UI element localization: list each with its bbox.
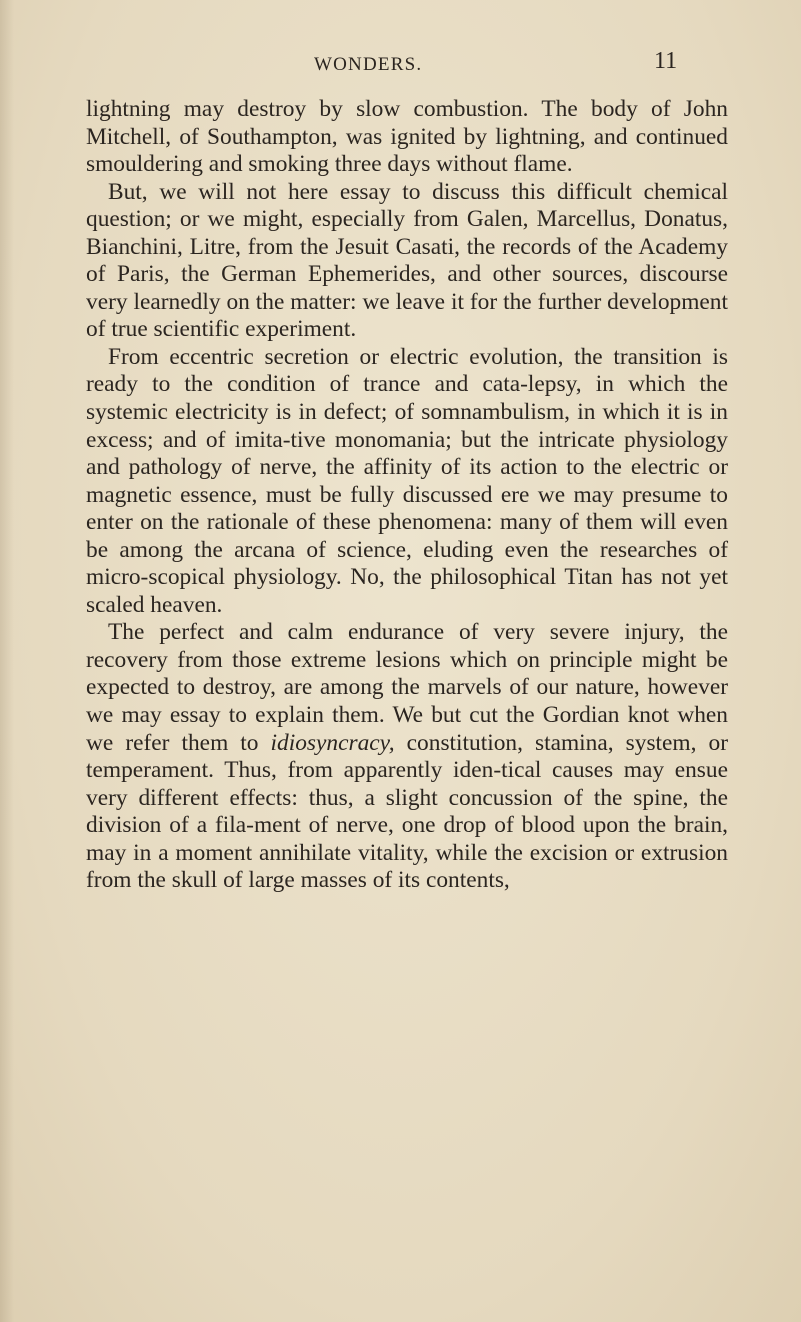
paragraph-4-text-before: The perfect and calm endurance of very severe injury, the recovery from those extreme lesions which on principle might be expected to destroy, are among the marvels of our nature, however we may essay to explain them. We but cut the Gordian knot when we refer them to [86, 619, 728, 756]
paragraph-1: lightning may destroy by slow combustion. The body of John Mitchell, of Southampton, was ignited by lightning, and continued smouldering and smoking three days without flame. [86, 96, 728, 178]
italic-term: idiosyncracy, [270, 729, 395, 756]
page-number: 11 [654, 48, 678, 74]
binding-shadow [0, 0, 14, 1322]
paragraph-2: But, we will not here essay to discuss this difficult chemical question; or we might, especially from Galen, Marcellus, Donatus, Bianchini, Litre, from the Jesuit Casati, the records of the Academy of Paris, the German Ephemerides, and other sources, discourse very learnedly on the matter: we leave it for the further development of true scientific experiment. [86, 178, 728, 343]
running-head [0, 48, 801, 84]
body-text [86, 96, 728, 895]
paragraph-3: From eccentric secretion or electric evolution, the transition is ready to the condition of trance and cata-lepsy, in which the systemic electricity is in defect; of somnambulism, in which it is in excess; and of imita-tive monomania; but the intricate physiology and pathology of nerve, the affinity of its action to the electric or magnetic essence, must be fully discussed ere we may presume to enter on the rationale of these phenomena: many of them will even be among the arcana of science, eluding even the researches of micro-scopical physiology. No, the philosophical Titan has not yet scaled heaven. [86, 343, 728, 618]
paragraph-4 [86, 619, 728, 894]
running-title: WONDERS. [314, 54, 423, 75]
paragraph-4-text-after: constitution, stamina, system, or temperament. Thus, from apparently iden-tical causes may ensue very different effects: thus, a slight concussion of the spine, the division of a fila-ment of nerve, one drop of blood upon the brain, may in a moment annihilate vitality, while the excision or extrusion from the skull of large masses of its contents, [86, 729, 728, 894]
